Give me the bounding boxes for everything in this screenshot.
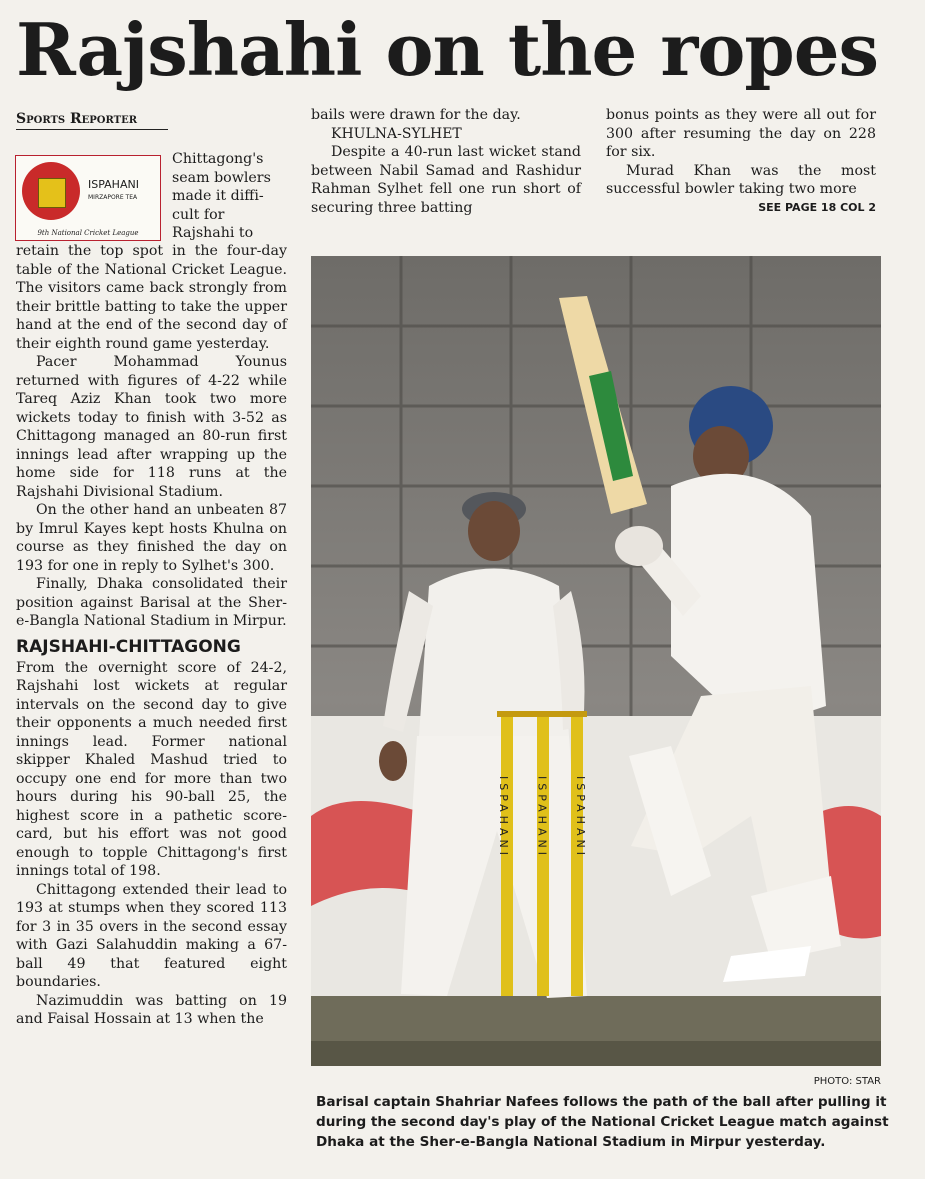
column-2: [311, 106, 581, 217]
sponsor-logo: [15, 155, 161, 241]
column-3: [606, 106, 876, 217]
paragraph: From the overnight score of 24-2, Rajshahi lost wickets at regular intervals on the second day to give their opponents a much needed first innings lead. Former national skipper Khaled Mashud tried to occupy one end for more than two hours during his 90-ball 25, the highest score in a pathetic score-card, but his effort was not good enough to topple Chittagong's first innings total of 198.: [16, 659, 287, 879]
paragraph: Nazimuddin was batting on 19 and Faisal Hossain at 13 when the: [16, 992, 287, 1027]
paragraph: On the other hand an unbeaten 87 by Imrul Kayes kept hosts Khulna on course as they finished the day on 193 for one in reply to Sylhet's 300.: [16, 502, 287, 574]
see-page-jump: SEE PAGE 18 COL 2: [758, 200, 876, 214]
sponsor-sub: MIRZAPORE TEA: [88, 194, 138, 201]
paragraph: Finally, Dhaka consolidated their position against Barisal at the Sher-e-Bangla National Stadium in Mirpur.: [16, 576, 287, 629]
wrap-line: made it diffi-: [172, 188, 264, 204]
wrap-line: cult for: [172, 206, 225, 223]
photo-caption: Barisal captain Shahriar Nafees follows the path of the ball after pulling it during the second day's play of the National Cricket League match against Dhaka at the Sher-e-Bangla National Stadium in Mirpur yesterday.: [316, 1094, 889, 1150]
stump-text: ISPAHANI: [497, 776, 510, 859]
wrap-line: Chittagong's: [172, 151, 264, 167]
stump-branding: [497, 776, 587, 859]
section-subhead: RAJSHAHI-CHITTAGONG: [16, 636, 241, 657]
sponsor-emblem-icon: [22, 162, 80, 220]
stump-text: ISPAHANI: [535, 776, 549, 859]
column-1-wrap: [172, 150, 287, 243]
paragraph: bonus points as they were all out for 300 after resuming the day on 228 for six.: [606, 107, 876, 160]
paragraph: Chittagong extended their lead to 193 at stumps when they scored 113 for 3 in 35 overs in the second essay with Gazi Salahuddin making a 67-ball 49 that featured eight boundaries.: [16, 881, 287, 990]
byline: Sports Reporter: [16, 111, 168, 130]
paragraph: bails were drawn for the day.: [311, 107, 521, 123]
wrap-line: seam bowlers: [172, 169, 271, 186]
column-1: [16, 242, 287, 1029]
paragraph: Pacer Mohammad Younus returned with figures of 4-22 while Tareq Aziz Khan took two more wickets today to finish with 3-52 as Chittagong managed an 80-run first innings lead after wrapping up the home side for 118 runs at the Rajshahi Divisional Stadium.: [16, 354, 287, 500]
paragraph: retain the top spot in the four-day table of the National Cricket League. The visitors came back strongly from their brittle batting to take the upper hand at the end of the second day of their eighth round game yesterday.: [16, 243, 287, 352]
sponsor-league: 9th National Cricket League: [37, 229, 139, 237]
photo-credit: PHOTO: STAR: [813, 1076, 881, 1087]
sponsor-brand: ISPAHANI: [88, 178, 139, 191]
stump-text: ISPAHANI: [574, 776, 587, 859]
section-kicker: KHULNA-SYLHET: [331, 125, 462, 142]
headline: Rajshahi on the ropes: [16, 7, 879, 92]
wrap-line: Rajshahi to: [172, 225, 254, 241]
paragraph: Despite a 40-run last wicket stand between Nabil Samad and Rashidur Rahman Sylhet fell one run short of securing three batting: [311, 144, 581, 216]
cricket-photo: [311, 256, 881, 1066]
paragraph: Murad Khan was the most successful bowler taking two more: [606, 162, 876, 197]
